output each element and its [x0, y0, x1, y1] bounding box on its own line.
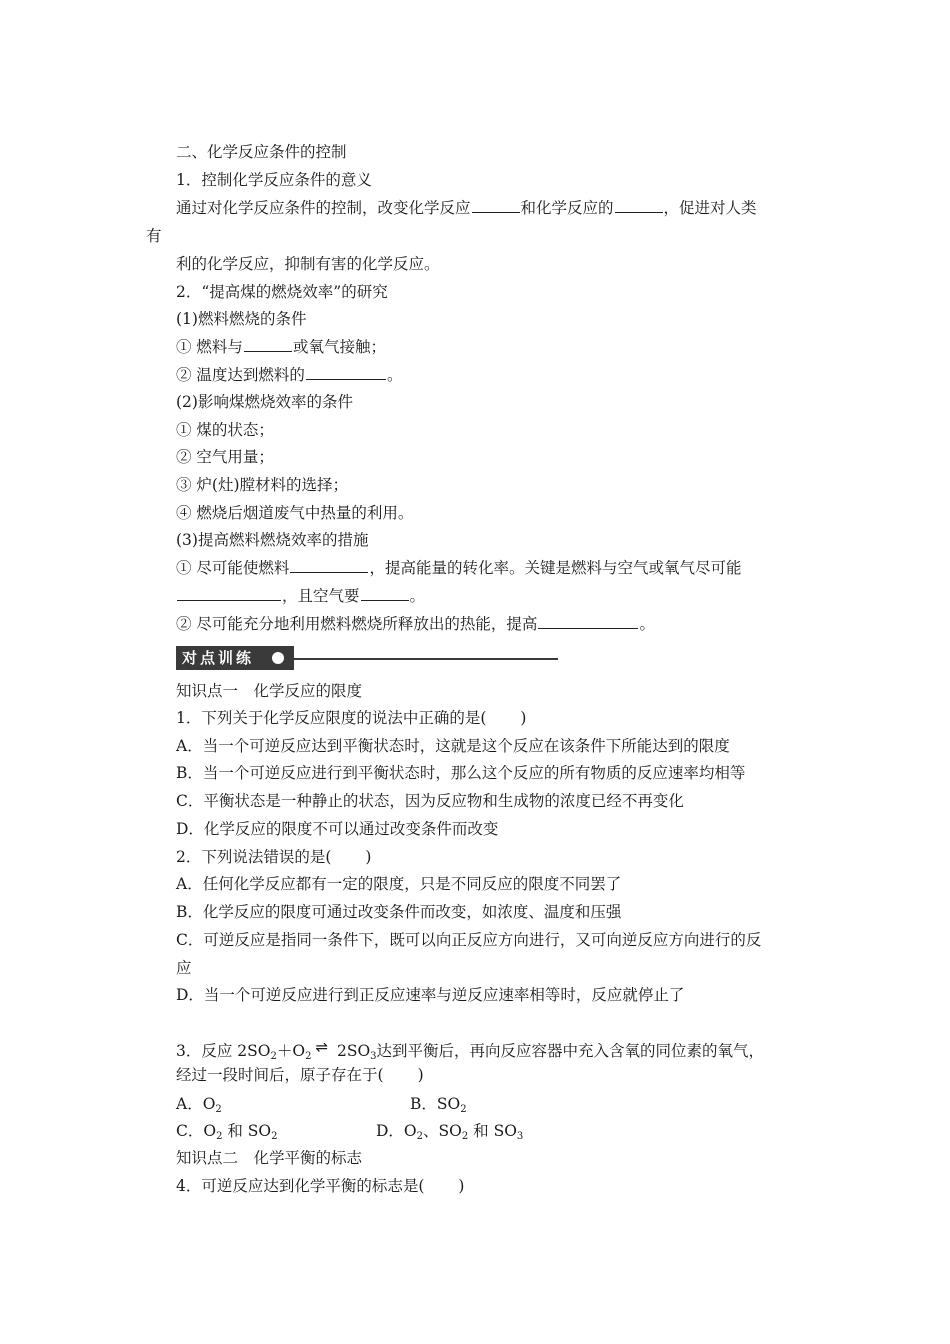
question-stem: 4．可逆反应达到化学平衡的标志是( )	[176, 1177, 465, 1195]
list-item: ④ 燃烧后烟道废气中热量的利用。	[176, 504, 414, 522]
subsection-heading: 1．控制化学反应条件的意义	[176, 171, 372, 189]
knowledge-point-heading: 知识点二 化学平衡的标志	[176, 1149, 363, 1167]
item-heading: (2)影响煤燃烧效率的条件	[176, 393, 353, 411]
fill-blank[interactable]	[361, 586, 409, 601]
item-heading: (3)提高燃料燃烧效率的措施	[176, 531, 369, 549]
question-option[interactable]: A．当一个可逆反应达到平衡状态时，这就是这个反应在该条件下所能达到的限度	[176, 737, 730, 755]
question-option[interactable]: C．$O_2$ 和 $SO_2$	[176, 1122, 278, 1142]
question-stem-line: 经过一段时间后，原子存在于( )	[176, 1066, 424, 1084]
question-option-row	[176, 1094, 467, 1115]
equilibrium-arrow-icon: ⇌	[315, 1038, 329, 1056]
banner-dot-icon	[272, 652, 284, 664]
fill-blank[interactable]	[538, 614, 638, 629]
banner-label: 对点训练	[176, 646, 294, 670]
practice-banner	[176, 646, 558, 670]
fill-blank[interactable]	[177, 586, 281, 601]
paragraph-line: 利的化学反应，抑制有害的化学反应。	[176, 255, 440, 273]
question-option[interactable]: C．可逆反应是指同一条件下，既可以向正反应方向进行，又可向逆反应方向进行的反	[176, 931, 762, 949]
list-item: ③ 炉(灶)膛材料的选择；	[176, 476, 349, 494]
fill-blank[interactable]	[290, 558, 368, 573]
question-option-wrap: 应	[176, 959, 192, 977]
list-item: ① 燃料与 或氧气接触；	[176, 338, 386, 356]
subsection-heading: 2．“提高煤的燃烧效率”的研究	[176, 283, 388, 301]
question-option[interactable]: D．化学反应的限度不可以通过改变条件而改变	[176, 820, 499, 838]
question-stem: 2．下列说法错误的是( )	[176, 848, 372, 866]
question-option-row	[176, 1121, 524, 1142]
section-title: 二、化学反应条件的控制	[176, 143, 347, 161]
question-stem: 1．下列关于化学反应限度的说法中正确的是( )	[176, 709, 527, 727]
fill-blank[interactable]	[615, 198, 663, 213]
list-item: ，且空气要 。	[176, 586, 425, 606]
question-option[interactable]: B．化学反应的限度可通过改变条件而改变，如浓度、温度和压强	[176, 903, 622, 921]
list-item: ① 尽可能使燃料 ，提高能量的转化率。关键是燃料与空气或氧气尽可能	[176, 559, 742, 577]
question-option[interactable]: D．$O_2$、$SO_2$ 和 $SO_3$	[376, 1122, 524, 1142]
question-stem: 3．反应 $2SO_2+O_2\rightleftharpoons$ $2SO_3$达到平衡后，再向反应容器中充入含氧的同位素的氧气，	[176, 1038, 765, 1062]
paragraph-line: 有	[146, 227, 162, 245]
list-item: ② 空气用量；	[176, 448, 274, 466]
list-item: ② 温度达到燃料的 。	[176, 366, 403, 384]
list-item: ② 尽可能充分地利用燃料燃烧所释放出的热能，提高 。	[176, 615, 655, 633]
question-option[interactable]: C．平衡状态是一种静止的状态，因为反应物和生成物的浓度已经不再变化	[176, 792, 684, 810]
paragraph-line: 通过对化学反应条件的控制，改变化学反应 和化学反应的 ，促进对人类	[176, 199, 757, 217]
item-heading: (1)燃料燃烧的条件	[176, 310, 307, 328]
question-option[interactable]: B．当一个可逆反应进行到平衡状态时，那么这个反应的所有物质的反应速率均相等	[176, 764, 746, 782]
banner-rule	[294, 658, 558, 660]
question-option[interactable]: A．$O_2$	[176, 1095, 222, 1115]
fill-blank[interactable]	[306, 365, 386, 380]
question-option[interactable]: B．$SO_2$	[410, 1095, 467, 1115]
question-option[interactable]: A．任何化学反应都有一定的限度，只是不同反应的限度不同罢了	[176, 875, 622, 893]
list-item: ① 煤的状态；	[176, 421, 274, 439]
question-option[interactable]: D．当一个可逆反应进行到正反应速率与逆反应速率相等时，反应就停止了	[176, 986, 685, 1004]
fill-blank[interactable]	[244, 337, 292, 352]
knowledge-point-heading: 知识点一 化学反应的限度	[176, 682, 363, 700]
fill-blank[interactable]	[472, 198, 520, 213]
